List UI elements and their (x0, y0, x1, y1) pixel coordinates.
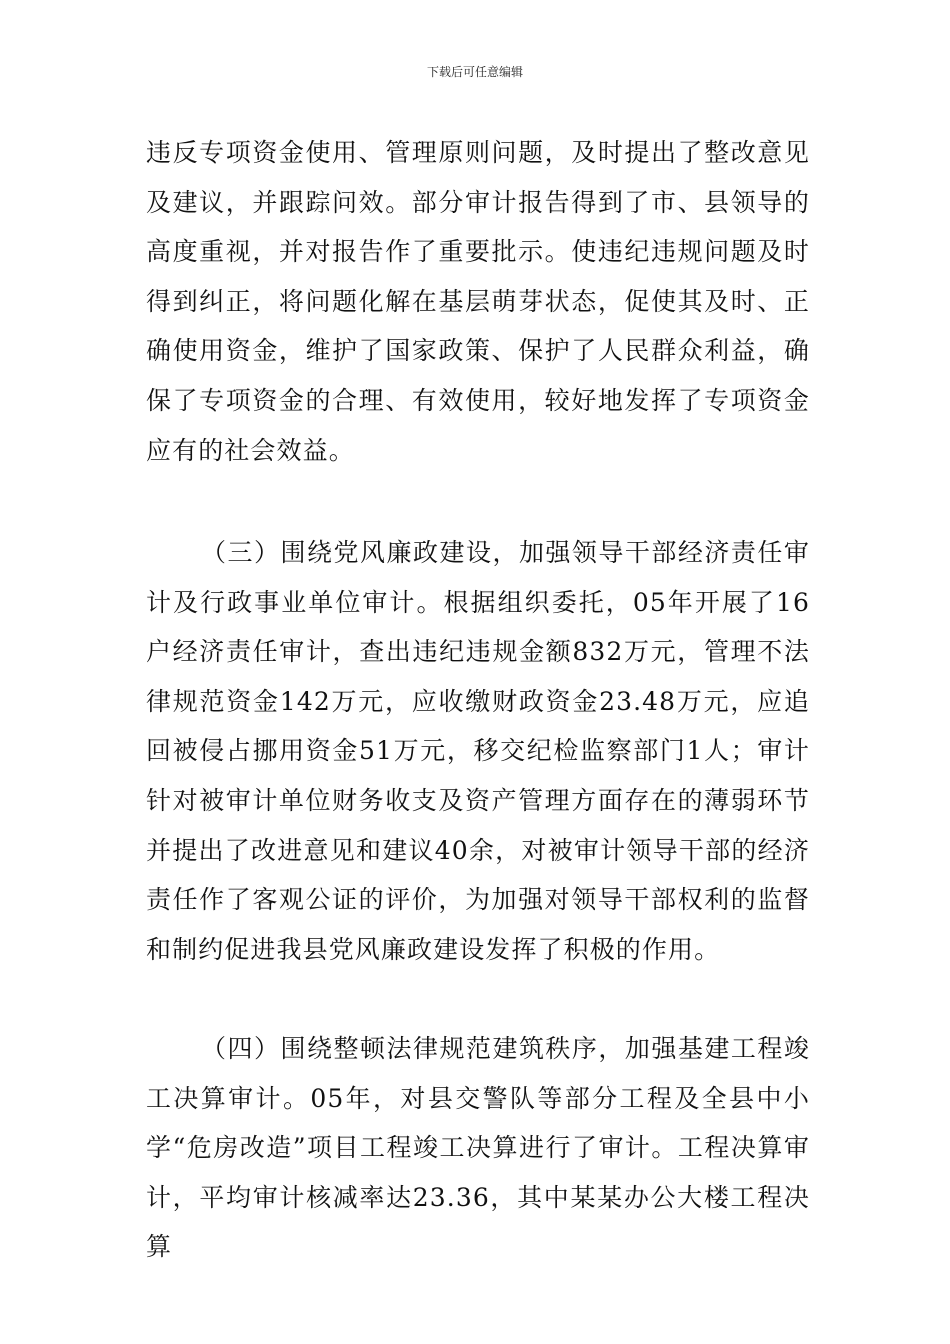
body-paragraph-section-3: （三）围绕党风廉政建设，加强领导干部经济责任审计及行政事业单位审计。根据组织委托，05年开展了16户经济责任审计，查出违纪违规金额832万元，管理不法律规范资金142万元，应收缴财政资金23.48万元，应追回被侵占挪用资金51万元，移交纪检监察部门1人；审计针对被审计单位财务收支及资产管理方面存在的薄弱环节并提出了改进意见和建议40余，对被审计领导干部的经济责任作了客观公证的评价，为加强对领导干部权利的监督和制约促进我县党风廉政建设发挥了积极的作用。 (146, 538, 810, 964)
body-paragraph-continuation: 违反专项资金使用、管理原则问题，及时提出了整改意见及建议，并跟踪问效。部分审计报告得到了市、县领导的高度重视，并对报告作了重要批示。使违纪违规问题及时得到纠正，将问题化解在基层萌芽状态，促使其及时、正确使用资金，维护了国家政策、保护了人民群众利益，确保了专项资金的合理、有效使用，较好地发挥了专项资金应有的社会效益。 (146, 138, 810, 465)
page-header: 下载后可任意编辑 (426, 65, 523, 79)
body-paragraph-section-4: （四）围绕整顿法律规范建筑秩序，加强基建工程竣工决算审计。05年，对县交警队等部分工程及全县中小学“危房改造”项目工程竣工决算进行了审计。工程决算审计，平均审计核减率达23.36，其中某某办公大楼工程决算 (146, 1034, 810, 1262)
